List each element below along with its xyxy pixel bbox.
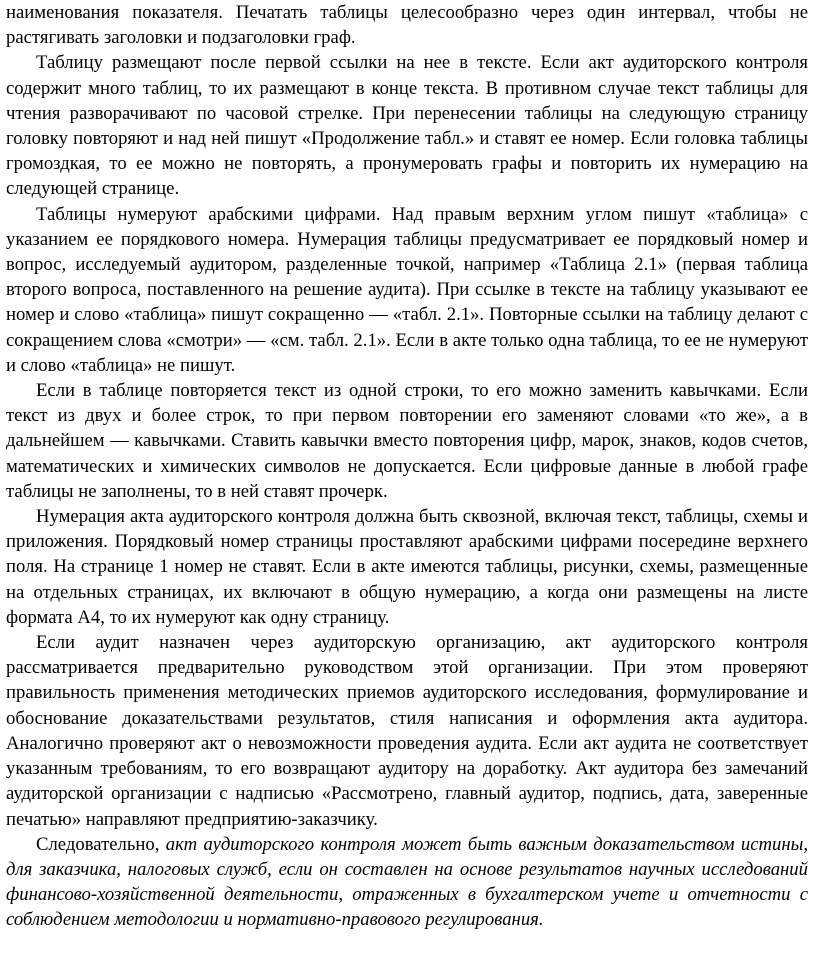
paragraph-table-numbering: Таблицы нумеруют арабскими цифрами. Над правым верхним углом пишут «таблица» с указанием ее порядкового номера. Нумерация таблицы предусматривает ее порядковый номер и вопрос, исследуемый аудитором, разделенные точкой, например «Таблица 2.1» (первая таблица второго вопроса, поставленного на решение аудита). При ссылке в тексте на таблицу указывают ее номер и слово «таблица» пишут сокращенно — «табл. 2.1». Повторные ссылки на таблицу делают с сокращением слова «смотри» — «см. табл. 2.1». Если в акте только одна таблица, то ее не нумеруют и слово «таблица» не пишут. xyxy=(6,203,808,376)
paragraph-conclusion xyxy=(6,832,808,933)
conclusion-lead: Следовательно, xyxy=(36,833,166,855)
paragraph-table-placement: Таблицу размещают после первой ссылки на нее в тексте. Если акт аудиторского контроля содержит много таблиц, то их размещают в конце текста. В противном случае текст таблицы для чтения разворачивают по часовой стрелке. При перенесении таблицы на следующую страницу головку повторяют и над ней пишут «Продолжение табл.» и ставят ее номер. Если головка таблицы громоздкая, то ее можно не повторять, а пронумеровать графы и повторить их нумерацию на следующей странице. xyxy=(6,52,808,200)
paragraph-continuation: наименования показателя. Печатать таблицы целесообразно через один интервал, чтобы не растягивать заголовки и подзаголовки граф. xyxy=(6,2,808,49)
conclusion-emphasis: акт аудиторского контроля может быть важным доказательством истины, для заказчика, налоговых служб, если он составлен на основе результатов научных исследований финансово-хозяйственной деятельности, отраженных в бухгалтерском учете и отчетности с соблюдением методологии и нормативно-правового регулирования. xyxy=(6,833,808,931)
paragraph-table-quotes: Если в таблице повторяется текст из одной строки, то его можно заменить кавычками. Если текст из двух и более строк, то при первом повторении его заменяют словами «то же», а в дальнейшем — кавычками. Ставить кавычки вместо повторения цифр, марок, знаков, кодов счетов, математических и химических символов не допускается. Если цифровые данные в любой графе таблицы не заполнены, то в ней ставят прочерк. xyxy=(6,380,808,502)
paragraph-page-numbering: Нумерация акта аудиторского контроля должна быть сквозной, включая текст, таблицы, схемы и приложения. Порядковый номер страницы проставляют арабскими цифрами посередине верхнего поля. На странице 1 номер не ставят. Если в акте имеются таблицы, рисунки, схемы, размещенные на отдельных страницах, их включают в общую нумерацию, а когда они размещены на листе формата А4, то их нумеруют как одну страницу. xyxy=(6,506,808,628)
paragraph-review: Если аудит назначен через аудиторскую организацию, акт аудиторского контроля рассматривается предварительно руководством этой организации. При этом проверяют правильность применения методических приемов аудиторского исследования, формулирование и обоснование доказательствами результатов, стиля написания и оформления акта аудитора. Аналогично проверяют акт о невозможности проведения аудита. Если акт аудита не соответствует указанным требованиям, то его возвращают аудитору на доработку. Акт аудитора без замечаний аудиторской организации с надписью «Рассмотрено, главный аудитор, подпись, дата, заверенные печатью» направляют предприятию-заказчику. xyxy=(6,632,808,830)
